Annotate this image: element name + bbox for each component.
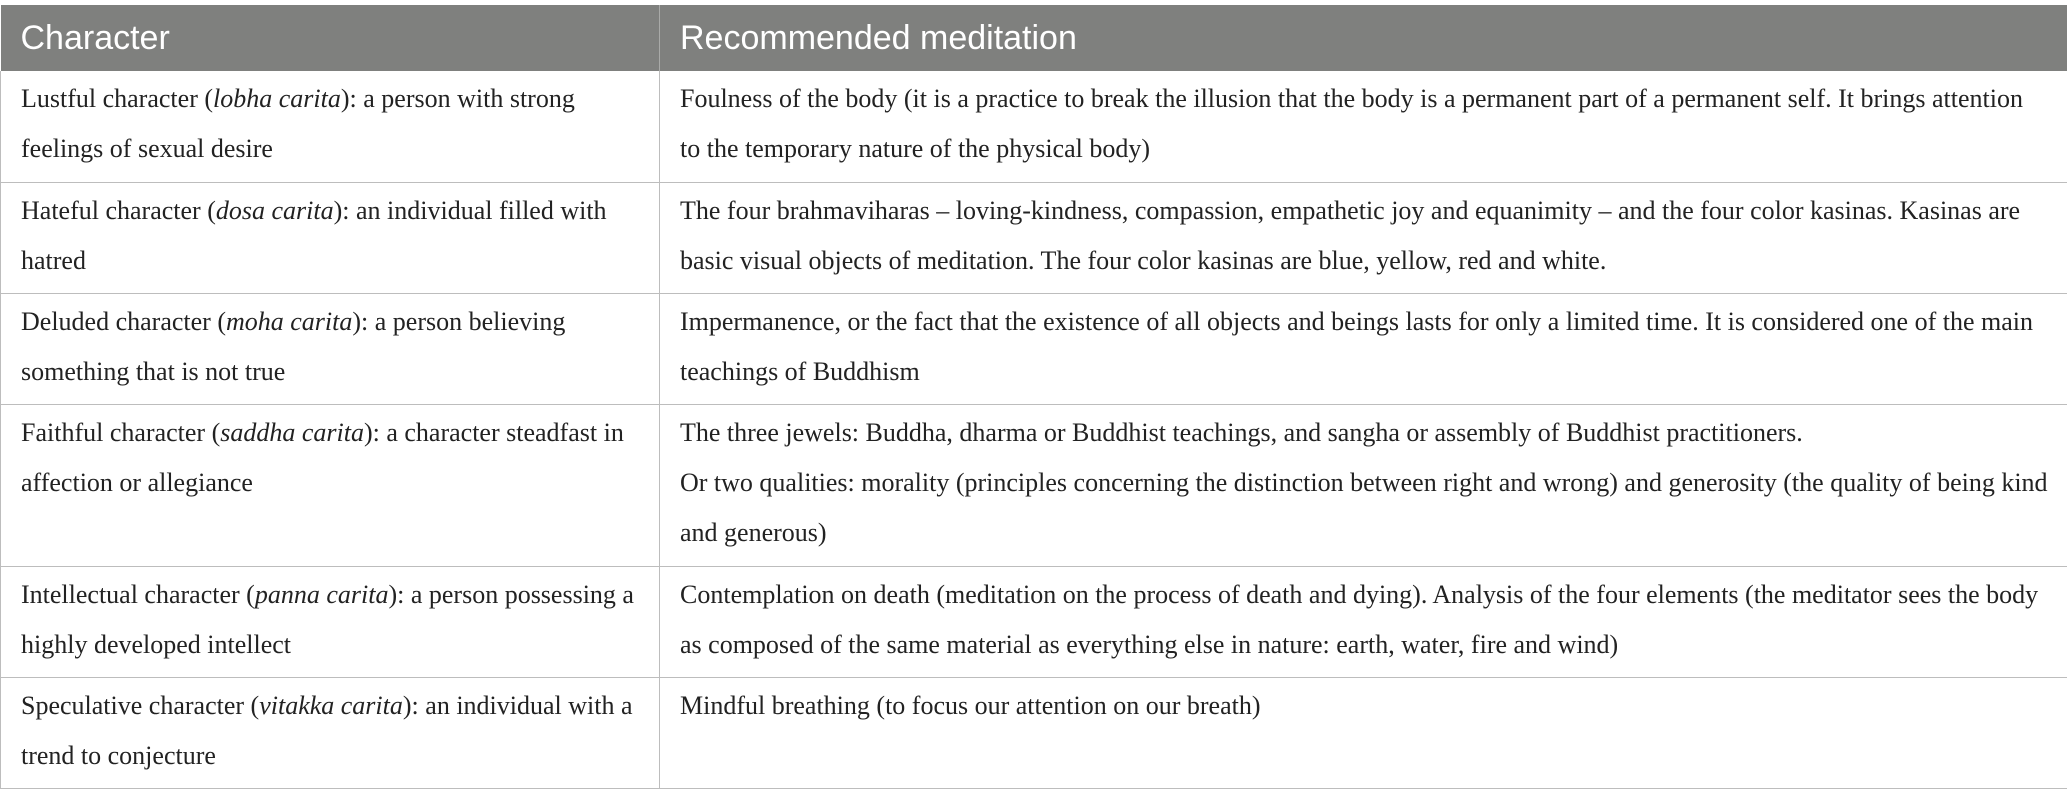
table-row: [1, 71, 2067, 182]
pali-term: panna carita: [254, 579, 389, 609]
pali-term: moha carita: [225, 306, 353, 336]
character-cell: Intellectual character (panna carita): a person possessing a highly developed intellect: [1, 566, 660, 677]
character-cell: Speculative character (vitakka carita): an individual with a trend to conjecture: [1, 677, 660, 788]
header-character: Character: [1, 5, 660, 71]
meditation-cell: Mindful breathing (to focus our attention on our breath): [660, 677, 2067, 788]
table-header-row: [1, 5, 2067, 71]
table-row: [1, 404, 2067, 566]
meditation-cell: The three jewels: Buddha, dharma or Buddhist teachings, and sangha or assembly of Buddhist practitioners. Or two qualities: morality (principles concerning the distinction between right and wrong) and generosity (the quality of being kind and generous): [660, 404, 2067, 566]
meditation-cell: The four brahmaviharas – loving-kindness, compassion, empathetic joy and equanimity – and the four color kasinas. Kasinas are basic visual objects of meditation. The four color kasinas are blue, yellow, red and white.: [660, 182, 2067, 293]
meditation-cell: Foulness of the body (it is a practice to break the illusion that the body is a permanent part of a permanent self. It brings attention to the temporary nature of the physical body): [660, 71, 2067, 182]
pali-term: saddha carita: [220, 417, 364, 447]
table-row: [1, 182, 2067, 293]
pali-term: dosa carita: [215, 195, 334, 225]
character-cell: Deluded character (moha carita): a person believing something that is not true: [1, 293, 660, 404]
character-cell: Lustful character (lobha carita): a person with strong feelings of sexual desire: [1, 71, 660, 182]
meditation-table: [0, 5, 2067, 789]
meditation-table-container: [0, 5, 2067, 789]
table-row: [1, 566, 2067, 677]
meditation-cell: Impermanence, or the fact that the existence of all objects and beings lasts for only a limited time. It is considered one of the main teachings of Buddhism: [660, 293, 2067, 404]
header-recommended-meditation: Recommended meditation: [660, 5, 2067, 71]
pali-term: lobha carita: [213, 84, 341, 113]
table-row: [1, 677, 2067, 788]
table-row: [1, 293, 2067, 404]
character-cell: Faithful character (saddha carita): a character steadfast in affection or allegiance: [1, 404, 660, 566]
character-cell: Hateful character (dosa carita): an individual filled with hatred: [1, 182, 660, 293]
pali-term: vitakka carita: [259, 690, 403, 720]
meditation-cell: Contemplation on death (meditation on the process of death and dying). Analysis of the four elements (the meditator sees the body as composed of the same material as everything else in nature: earth, water, fire and wind): [660, 566, 2067, 677]
